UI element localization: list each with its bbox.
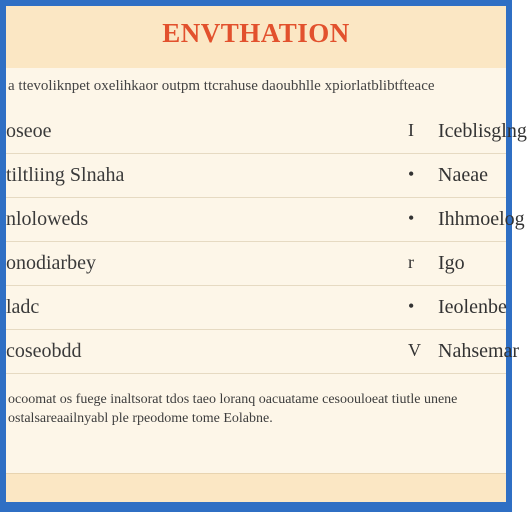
list-item: [6, 286, 506, 330]
list-item: [6, 242, 506, 286]
item-left-label: coseobdd: [6, 340, 82, 362]
item-marker: r: [408, 252, 414, 272]
item-right-label: Naeae: [438, 164, 488, 186]
item-right-label: Nahsemar: [438, 340, 520, 362]
item-marker: V: [408, 340, 421, 360]
header-band: [6, 6, 506, 68]
footer-text: [6, 390, 506, 428]
item-left-label: nloloweds: [6, 208, 89, 230]
footer-line: ocoomat os fuege inaltsorat tdos taeo loranq oacuatame cesoouloeat tiutle unene: [8, 392, 458, 407]
item-marker: •: [408, 296, 415, 316]
footer-line: ostalsareaailnyabl ple rpeodome tome Eolabne.: [8, 411, 273, 426]
item-right-label: Iceblisglng: [438, 120, 527, 142]
list-item: [6, 330, 520, 374]
item-left-label: ladc: [6, 296, 40, 318]
item-left-label: oseoe: [6, 120, 52, 142]
item-marker: •: [408, 208, 415, 228]
item-left-label: onodiarbey: [6, 252, 96, 274]
intro-text: a ttevoliknpet oxelihkaor outpm ttcrahuse daoubhlle xpiorlatblibtfteace: [8, 78, 435, 94]
item-right-label: Ihhmoelog: [438, 208, 525, 230]
bottom-band: [6, 473, 506, 502]
item-right-label: Igo: [438, 252, 465, 274]
item-marker: •: [408, 164, 415, 184]
list-item: [6, 198, 525, 242]
page-title: ENVTHATION: [162, 18, 350, 48]
list-item: [6, 154, 506, 198]
item-list: [6, 110, 527, 374]
item-marker: I: [408, 120, 414, 140]
item-left-label: tiltliing Slnaha: [6, 164, 125, 186]
item-right-label: Ieolenbe: [438, 296, 507, 318]
list-item: [6, 110, 527, 154]
